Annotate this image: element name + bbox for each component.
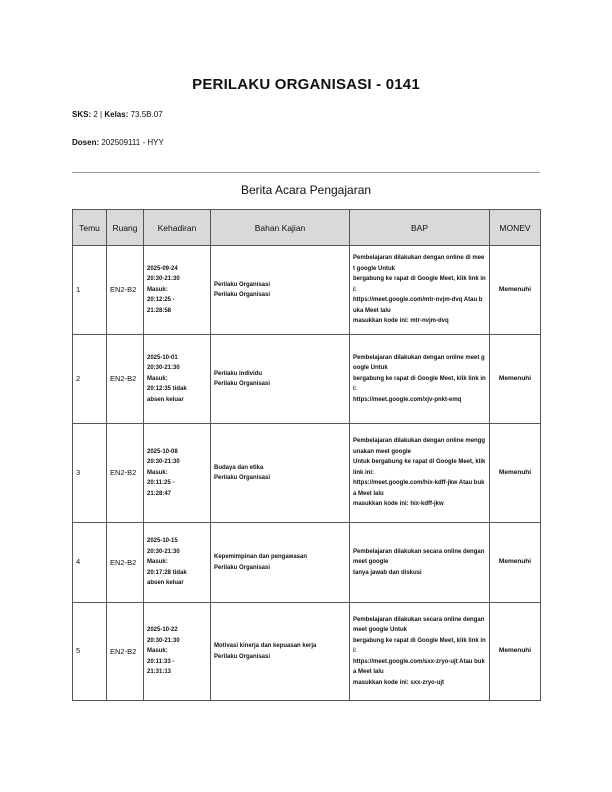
bap-cell-line: bergabung ke rapat di Google Meet, klik link ini: [353,637,486,655]
ruang-cell: EN2-B2 [107,523,144,603]
header-ruang: Ruang [107,210,144,246]
bahan-kajian-cell [211,603,350,701]
kehadiran-cell [144,246,211,335]
bahan-kajian-cell-line: Motivasi kinerja dan kepuasan kerja [214,643,317,649]
kehadiran-cell-line: 20:30-21:30 [147,459,180,466]
monev-status: Memenuhi [490,603,541,701]
bahan-kajian-cell-line: Perilaku Organisasi [214,281,271,288]
kehadiran-cell-line: Masuk: [147,286,168,293]
bap-cell-line: https://meet.google.com/mtr-nvjm-dvq Atau buka Meet lalu [353,297,483,314]
bahan-kajian-cell-line: Perilaku Organisasi [214,381,271,387]
kehadiran-cell-line: Masuk: [147,375,168,382]
kehadiran-cell-line: Masuk: [147,559,168,566]
kehadiran-cell-line: 20:11:25 - [147,480,175,487]
bap-cell-line: Untuk bergabung ke rapat di Google Meet, klik link ini: [353,459,488,476]
table-row [73,335,541,424]
kehadiran-cell-line: 2025-10-22 [147,627,178,634]
sks-label: SKS: [72,110,92,119]
bap-cell [350,335,490,424]
temu-cell: 1 [73,246,107,335]
kehadiran-cell-line: absen keluar [147,580,184,587]
bahan-kajian-cell [211,424,350,523]
temu-cell: 4 [73,523,107,603]
temu-cell: 3 [73,424,107,523]
bahan-kajian-cell-line: Perilaku Organisasi [214,475,271,481]
kelas-value: 73.5B.07 [130,110,163,119]
table-row [73,523,541,603]
kehadiran-cell [144,523,211,603]
bap-cell [350,603,490,701]
ruang-cell: EN2-B2 [107,603,144,701]
kehadiran-cell-line: 20:30-21:30 [147,365,180,372]
kehadiran-cell-line: 21:28:58 [147,307,172,314]
header-bahan-kajian: Bahan Kajian [211,210,350,246]
table-row [73,246,541,335]
kehadiran-cell-line: 20:30-21:30 [147,637,180,644]
monev-status: Memenuhi [490,335,541,424]
bahan-kajian-cell-line: Perilaku Organisasi [214,292,271,298]
header-temu: Temu [73,210,107,246]
bap-cell [350,424,490,523]
kehadiran-cell [144,424,211,523]
kehadiran-cell-line: 21:28:47 [147,490,172,497]
bap-cell-line: bergabung ke rapat di Google Meet, klik link ini: [353,375,486,393]
bahan-kajian-cell-line: Kepemimpinan dan pengawasan [214,554,308,560]
bahan-kajian-cell-line: Perilaku individu [214,370,263,377]
kehadiran-cell-line: Masuk: [147,469,168,476]
bahan-kajian-cell [211,335,350,424]
bap-cell-line: Pembelajaran dilakukan dengan online meet google Untuk [353,354,485,372]
bap-cell [350,246,490,335]
bap-cell-line: https://meet.google.com/hix-kdff-jkw Atau buka Meet lalu [353,480,485,497]
kehadiran-cell-line: 21:31:13 [147,669,172,676]
bap-cell-line: masukkan kode ini: mtr-nvjm-dvq [353,318,449,325]
bahan-kajian-cell [211,246,350,335]
kehadiran-cell-line: 2025-10-01 [147,354,178,361]
kehadiran-cell-line: 2025-10-15 [147,538,178,545]
bap-cell-line: bergabung ke rapat di Google Meet, klik link ini: [353,276,486,293]
section-title: Berita Acara Pengajaran [240,183,372,197]
kehadiran-cell-line: 20:30-21:30 [147,276,180,283]
ruang-cell: EN2-B2 [107,424,144,523]
temu-cell: 2 [73,335,107,424]
kelas-label: Kelas: [104,110,129,119]
bahan-kajian-cell-line: Perilaku Organisasi [214,564,271,571]
table-header-row [73,210,541,246]
ruang-cell: EN2-B2 [107,335,144,424]
bap-cell-line: masukkan kode ini: sxx-zryo-ujt [353,679,445,686]
kehadiran-cell-line: 20:12:25 - [147,297,175,304]
monev-status: Memenuhi [490,523,541,603]
bap-cell [350,523,490,603]
lecturer-meta [72,138,164,147]
divider [72,172,540,173]
dosen-value: 202509111 - HYY [101,138,164,147]
kehadiran-cell-line: 20:30-21:30 [147,548,180,555]
bap-cell-line: Pembelajaran dilakukan secara online dengan meet google Untuk [353,616,487,634]
bap-cell-line: Pembelajaran dilakukan dengan online di meet google Untuk [353,255,485,272]
header-bap: BAP [350,210,490,246]
teaching-report-table [72,209,541,701]
dosen-label: Dosen: [72,138,100,147]
bap-cell-line: Pembelajaran dilakukan secara online dengan meet google [353,548,487,566]
kehadiran-cell [144,335,211,424]
monev-status: Memenuhi [490,424,541,523]
kehadiran-cell-line: 20:12:35 tidak [147,386,187,393]
kehadiran-cell-line: Masuk: [147,648,168,655]
table-row [73,603,541,701]
kehadiran-cell-line: 2025-10-08 [147,448,178,455]
header-monev: MONEV [490,210,541,246]
ruang-cell: EN2-B2 [107,246,144,335]
temu-cell: 5 [73,603,107,701]
bap-cell-line: tanya jawab dan diskusi [353,569,422,576]
monev-status: Memenuhi [490,246,541,335]
bahan-kajian-cell-line: Perilaku Organisasi [214,653,271,660]
bap-cell-line: masukkan kode ini: hix-kdff-jkw [353,501,444,508]
kehadiran-cell-line: absen keluar [147,396,184,403]
kehadiran-cell-line: 20:11:33 - [147,658,175,665]
meta-separator: | [100,110,103,119]
bap-cell-line: https://meet.google.com/xjv-pnkt-emq [353,396,462,403]
bahan-kajian-cell [211,523,350,603]
sks-value: 2 [93,110,98,119]
kehadiran-cell [144,603,211,701]
bap-cell-line: https://meet.google.com/sxx-zryo-ujt Atau buka Meet lalu [353,658,485,676]
header-kehadiran: Kehadiran [144,210,211,246]
bahan-kajian-cell-line: Budaya dan etika [214,464,264,471]
page-title: PERILAKU ORGANISASI - 0141 [192,76,420,93]
bap-cell-line: Pembelajaran dilakukan dengan online menggunakan meet google [353,438,486,455]
course-meta [72,110,163,119]
table-row [73,424,541,523]
kehadiran-cell-line: 20:17:28 tidak [147,569,187,576]
kehadiran-cell-line: 2025-09-24 [147,265,178,272]
